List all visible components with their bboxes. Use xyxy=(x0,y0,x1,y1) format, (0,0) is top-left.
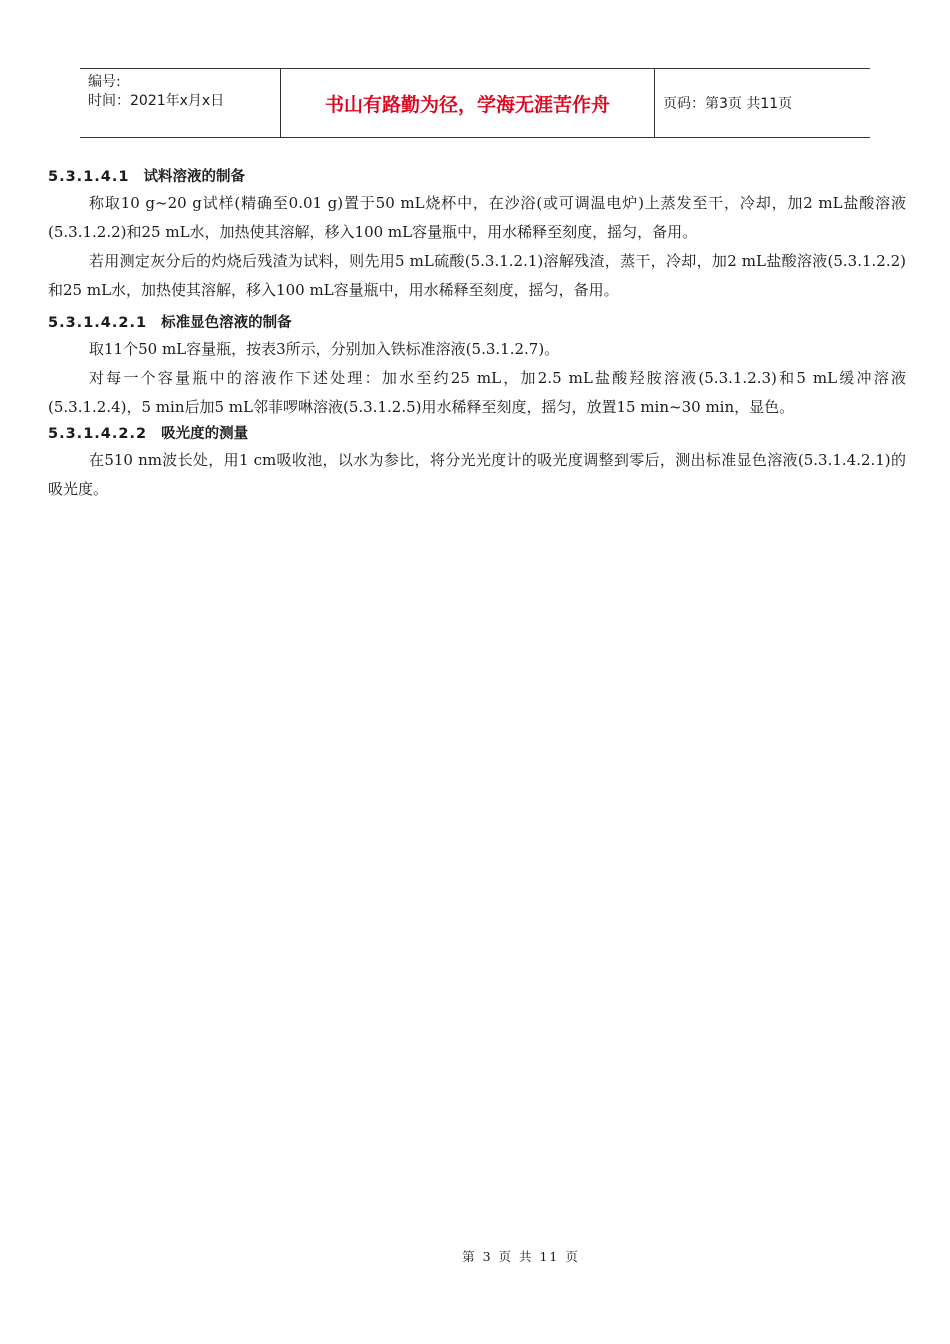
header-motto: 书山有路勤为径，学海无涯苦作舟 xyxy=(281,69,655,137)
header-meta xyxy=(80,69,281,137)
section-title: 吸光度的测量 xyxy=(161,426,249,442)
date-label: 时间：2021年x月x日 xyxy=(88,93,225,109)
paragraph: 取11个50 mL容量瓶，按表3所示，分别加入铁标准溶液(5.3.1.2.7)。 xyxy=(89,340,560,358)
section-number: 5.3.1.4.2.2 xyxy=(48,426,148,442)
document-header xyxy=(80,68,870,138)
paragraph: 在510 nm波长处，用1 cm吸收池，以水为参比，将分光光度计的吸光度调整到零后，测出标准显色溶液(5.3.1.4.2.1)的吸光度。 xyxy=(48,451,906,498)
section-heading xyxy=(48,311,906,335)
section-title: 试料溶液的制备 xyxy=(143,169,245,185)
paragraph: 对每一个容量瓶中的溶液作下述处理：加水至约25 mL，加2.5 mL盐酸羟胺溶液(5.3.1.2.3)和5 mL缓冲溶液(5.3.1.2.4)，5 min后加5 mL邻菲啰啉溶液(5.3.1.2.5)用水稀释至刻度，摇匀，放置15 min~30 min，显色。 xyxy=(48,369,906,416)
section-heading xyxy=(48,422,906,446)
header-page-info: 页码：第3页 共11页 xyxy=(663,96,793,112)
section-number: 5.3.1.4.2.1 xyxy=(48,315,148,331)
paragraph: 若用测定灰分后的灼烧后残渣为试料，则先用5 mL硫酸(5.3.1.2.1)溶解残渣，蒸干，冷却，加2 mL盐酸溶液(5.3.1.2.2)和25 mL水，加热使其溶解，移入100 mL容量瓶中，用水稀释至刻度，摇匀，备用。 xyxy=(48,252,906,299)
section-heading xyxy=(48,165,906,189)
section-number: 5.3.1.4.1 xyxy=(48,169,130,185)
number-label: 编号: xyxy=(88,74,121,90)
document-body xyxy=(48,165,906,504)
section-title: 标准显色溶液的制备 xyxy=(161,315,292,331)
paragraph: 称取10 g~20 g试样(精确至0.01 g)置于50 mL烧杯中，在沙浴(或可调温电炉)上蒸发至干，冷却，加2 mL盐酸溶液(5.3.1.2.2)和25 mL水，加热使其溶解，移入100 mL容量瓶中，用水稀释至刻度，摇匀，备用。 xyxy=(48,194,906,241)
page-footer: 第 3 页 共 11 页 xyxy=(462,1249,580,1264)
